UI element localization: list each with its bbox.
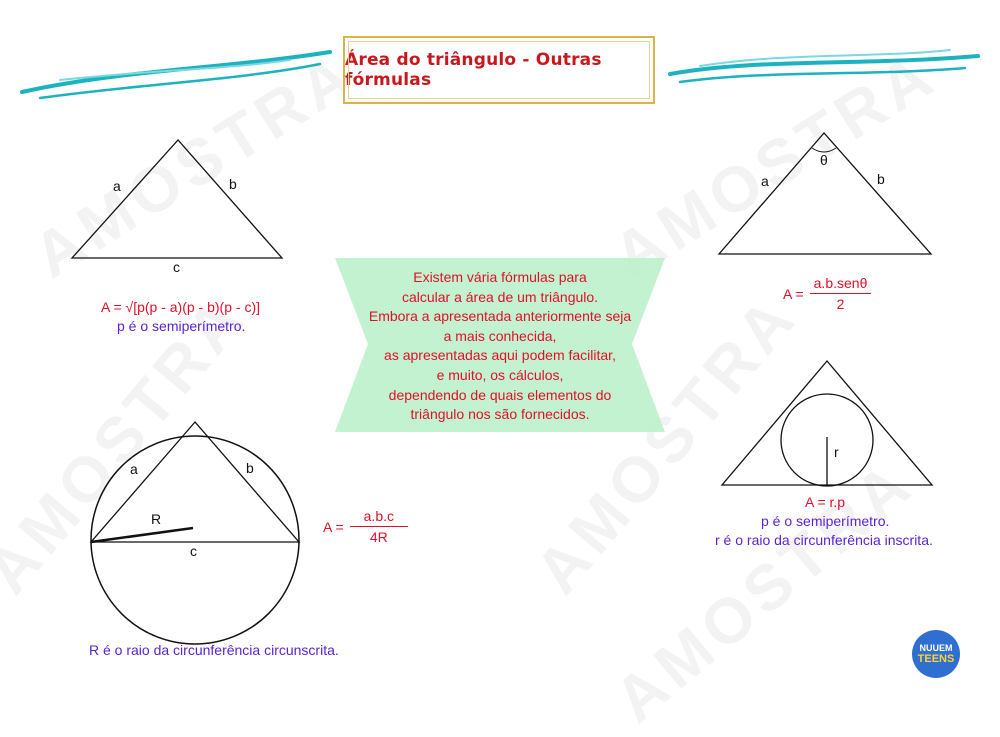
circumradius-line xyxy=(91,528,193,542)
heron-note: p é o semiperímetro. xyxy=(117,318,246,334)
circ-radius-label: R xyxy=(151,511,162,527)
heron-side-c-label: c xyxy=(173,259,180,275)
circumscribed-circle xyxy=(91,436,299,644)
circ-formula xyxy=(323,508,408,545)
heron-side-a-label: a xyxy=(113,178,121,194)
circ-formula-numerator: a.b.c xyxy=(350,508,408,527)
circ-formula-denominator: 4R xyxy=(369,529,388,545)
inscribed-triangle xyxy=(91,422,299,542)
sine-formula-denominator: 2 xyxy=(836,296,845,312)
incircle-radius-label: r xyxy=(834,444,839,460)
heron-triangle xyxy=(72,140,282,258)
inscribed-note-2: r é o raio da circunferência inscrita. xyxy=(715,532,933,548)
inscribed-note-1: p é o semiperímetro. xyxy=(761,513,890,529)
circ-side-a-label: a xyxy=(130,461,138,477)
page-title: Área do triângulo - Outras fórmulas xyxy=(345,50,602,90)
center-line: Existem vária fórmulas para xyxy=(413,269,587,285)
sine-side-a-label: a xyxy=(761,173,769,189)
circ-note: R é o raio da circunferência circunscrita. xyxy=(89,642,339,658)
logo-line-1: NUUEM xyxy=(919,643,953,653)
logo-line-2: TEENS xyxy=(917,653,955,665)
center-line: calcular a área de um triângulo. xyxy=(401,288,599,305)
center-line: e muito, os cálculos, xyxy=(436,366,564,383)
center-explanation xyxy=(350,268,650,425)
brand-logo xyxy=(912,630,960,678)
heron-side-b-label: b xyxy=(229,176,237,192)
sine-angle-label: θ xyxy=(820,152,828,168)
inscribed-formula: A = r.p xyxy=(805,494,846,510)
sine-formula-lhs: A = xyxy=(783,285,804,302)
circ-side-c-label: c xyxy=(190,543,197,559)
circ-side-b-label: b xyxy=(246,460,254,476)
sine-formula xyxy=(783,275,871,312)
heron-formula: A = √[p(p - a)(p - b)(p - c)] xyxy=(101,299,260,315)
center-line: triângulo nos são fornecidos. xyxy=(410,406,590,423)
center-line: dependendo de quais elementos do xyxy=(388,386,612,403)
center-line: as apresentadas aqui podem facilitar, xyxy=(384,347,616,364)
center-line: a mais conhecida, xyxy=(443,327,557,344)
sine-formula-numerator: a.b.senθ xyxy=(810,275,872,294)
circ-formula-lhs: A = xyxy=(323,518,344,535)
sine-side-b-label: b xyxy=(877,171,885,187)
center-line: Embora a apresentada anteriormente seja xyxy=(368,308,632,325)
